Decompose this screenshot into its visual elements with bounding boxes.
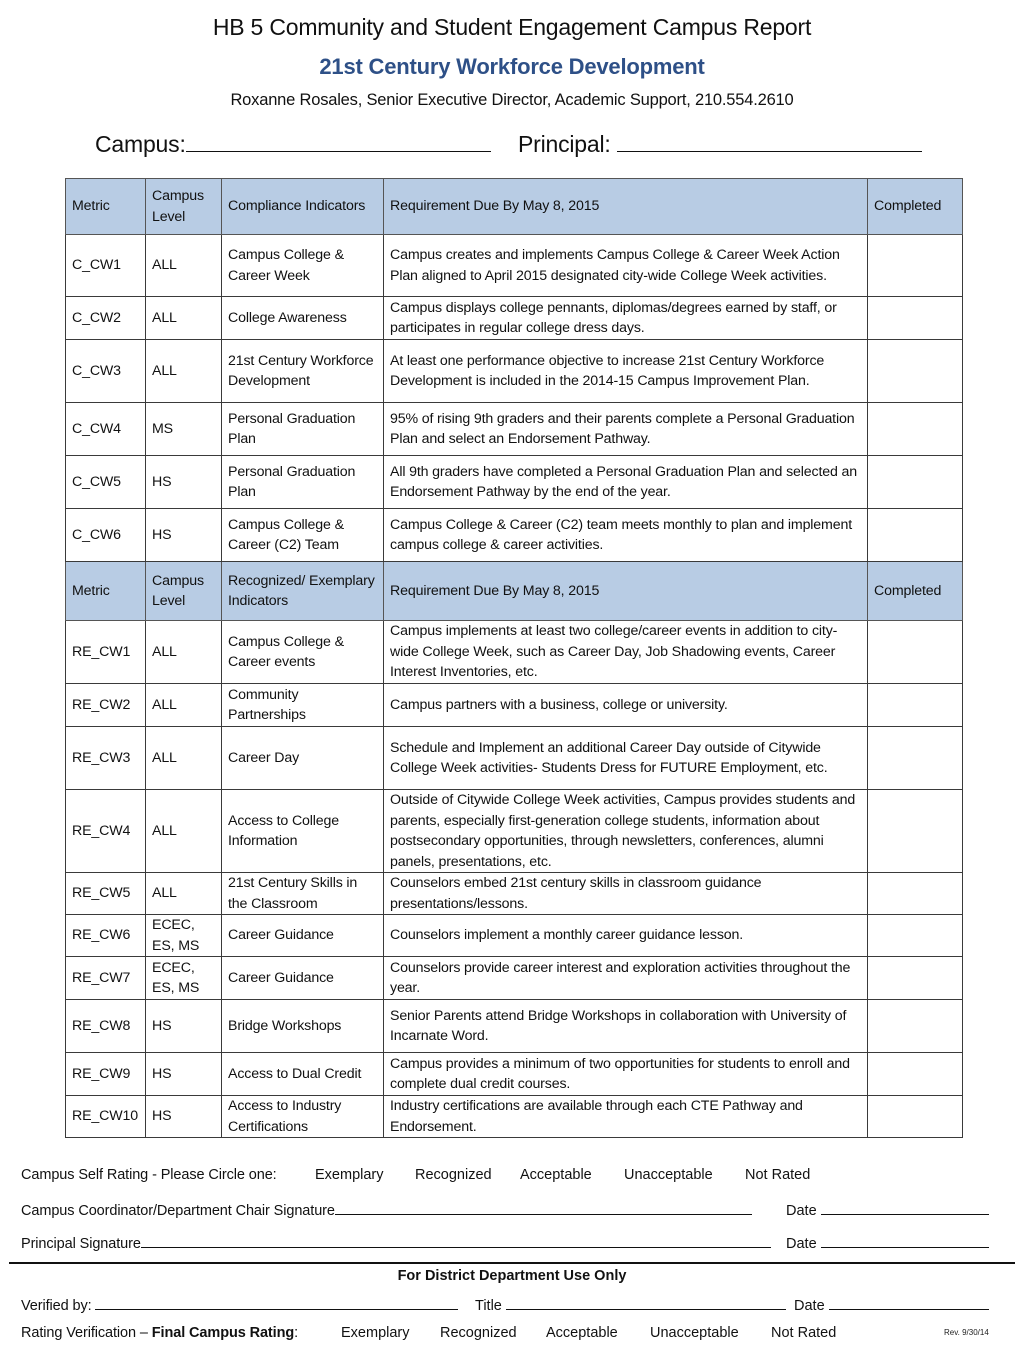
metric-cell: RE_CW7 [66, 957, 146, 1000]
campus-level-cell: ECEC, ES, MS [146, 957, 222, 1000]
compliance-header-row [66, 179, 963, 235]
campus-label: Campus: [95, 131, 186, 157]
campus-level-cell: ALL [146, 790, 222, 873]
title-field [475, 1295, 786, 1314]
indicator-cell: Career Day [222, 727, 384, 790]
campus-level-cell: HS [146, 509, 222, 562]
completed-cell[interactable] [868, 873, 963, 915]
table-row [66, 873, 963, 915]
metric-cell: C_CW4 [66, 403, 146, 456]
metric-cell: RE_CW10 [66, 1096, 146, 1138]
date-label: Date [794, 1298, 825, 1314]
header-completed: Completed [868, 562, 963, 621]
requirement-cell: Counselors embed 21st century skills in classroom guidance presentations/lessons. [384, 873, 868, 915]
final-rating-recognized[interactable]: Recognized [440, 1325, 517, 1341]
completed-cell[interactable] [868, 403, 963, 456]
district-heading: For District Department Use Only [397, 1268, 627, 1284]
metric-cell: RE_CW2 [66, 684, 146, 727]
metric-cell: RE_CW6 [66, 915, 146, 957]
indicator-cell: Campus College & Career events [222, 621, 384, 684]
self-rating-recognized[interactable]: Recognized [415, 1167, 492, 1183]
requirement-cell: 95% of rising 9th graders and their parents complete a Personal Graduation Plan and select an Endorsement Pathway. [384, 403, 868, 456]
header-requirement: Requirement Due By May 8, 2015 [384, 179, 868, 235]
indicator-cell: Access to Dual Credit [222, 1053, 384, 1096]
requirement-cell: Campus provides a minimum of two opportunities for students to enroll and complete dual credit courses. [384, 1053, 868, 1096]
report-subtitle: 21st Century Workforce Development [319, 54, 705, 79]
table-row [66, 621, 963, 684]
indicator-cell: Career Guidance [222, 957, 384, 1000]
indicator-cell: Campus College & Career Week [222, 235, 384, 297]
final-rating-acceptable[interactable]: Acceptable [546, 1325, 618, 1341]
verified-by-row [21, 1295, 458, 1314]
verified-date [794, 1295, 989, 1314]
table-row [66, 340, 963, 403]
contact-line: Roxanne Rosales, Senior Executive Director, Academic Support, 210.554.2610 [230, 91, 794, 109]
final-rating-unacceptable[interactable]: Unacceptable [650, 1325, 739, 1341]
header-requirement: Requirement Due By May 8, 2015 [384, 562, 868, 621]
header-metric: Metric [66, 179, 146, 235]
campus-level-cell: HS [146, 1000, 222, 1053]
completed-cell[interactable] [868, 1096, 963, 1138]
requirements-table [65, 178, 963, 1138]
indicator-cell: 21st Century Workforce Development [222, 340, 384, 403]
campus-level-cell: ALL [146, 621, 222, 684]
campus-field [95, 129, 491, 158]
self-rating-acceptable[interactable]: Acceptable [520, 1167, 592, 1183]
self-rating-exemplary[interactable]: Exemplary [315, 1167, 384, 1183]
completed-cell[interactable] [868, 340, 963, 403]
table-row [66, 957, 963, 1000]
campus-level-cell: ALL [146, 235, 222, 297]
table-row [66, 790, 963, 873]
coordinator-date-blank[interactable] [821, 1200, 989, 1215]
principal-date-blank[interactable] [821, 1233, 989, 1248]
requirement-cell: Schedule and Implement an additional Career Day outside of Citywide College Week activities- Students Dress for FUTURE Employment, etc. [384, 727, 868, 790]
table-row [66, 1000, 963, 1053]
table-row [66, 915, 963, 957]
completed-cell[interactable] [868, 1000, 963, 1053]
date-label: Date [786, 1203, 817, 1219]
header-campus-level: Campus Level [146, 562, 222, 621]
completed-cell[interactable] [868, 509, 963, 562]
completed-cell[interactable] [868, 684, 963, 727]
revision-date: Rev. 9/30/14 [944, 1328, 989, 1337]
header-campus-level: Campus Level [146, 179, 222, 235]
indicator-cell: Campus College & Career (C2) Team [222, 509, 384, 562]
metric-cell: RE_CW5 [66, 873, 146, 915]
date-label: Date [786, 1236, 817, 1252]
recognized-header-row [66, 562, 963, 621]
principal-signature-row [21, 1233, 771, 1252]
campus-level-cell: ALL [146, 684, 222, 727]
principal-label: Principal: [518, 131, 611, 157]
principal-signature-blank[interactable] [141, 1233, 771, 1248]
completed-cell[interactable] [868, 915, 963, 957]
campus-level-cell: ALL [146, 297, 222, 340]
table-row [66, 297, 963, 340]
metric-cell: C_CW2 [66, 297, 146, 340]
final-rating-colon: : [294, 1325, 299, 1341]
verified-by-blank[interactable] [95, 1295, 458, 1310]
completed-cell[interactable] [868, 727, 963, 790]
principal-blank[interactable] [617, 129, 922, 152]
header-indicators: Compliance Indicators [222, 179, 384, 235]
self-rating-unacceptable[interactable]: Unacceptable [624, 1167, 713, 1183]
requirement-cell: Outside of Citywide College Week activities, Campus provides students and parents, especially first-generation college students, information about postsecondary opportunities, through newsletters, conferences, alumni panels, presentations, etc. [384, 790, 868, 873]
final-rating-not-rated[interactable]: Not Rated [771, 1325, 837, 1341]
campus-level-cell: HS [146, 456, 222, 509]
requirement-cell: Counselors implement a monthly career guidance lesson. [384, 915, 868, 957]
metric-cell: RE_CW1 [66, 621, 146, 684]
requirement-cell: Campus creates and implements Campus College & Career Week Action Plan aligned to April 2015 designated city-wide College Week activities. [384, 235, 868, 297]
indicator-cell: Personal Graduation Plan [222, 403, 384, 456]
indicator-cell: Bridge Workshops [222, 1000, 384, 1053]
coordinator-signature-row [21, 1200, 752, 1219]
indicator-cell: Career Guidance [222, 915, 384, 957]
verified-date-blank[interactable] [829, 1295, 989, 1310]
final-rating-exemplary[interactable]: Exemplary [341, 1325, 410, 1341]
table-row [66, 684, 963, 727]
self-rating-label: Campus Self Rating - Please Circle one: [21, 1167, 277, 1183]
requirement-cell: Campus partners with a business, college or university. [384, 684, 868, 727]
requirement-cell: Counselors provide career interest and exploration activities throughout the year. [384, 957, 868, 1000]
completed-cell[interactable] [868, 235, 963, 297]
campus-level-cell: HS [146, 1053, 222, 1096]
principal-signature-label: Principal Signature [21, 1236, 141, 1252]
indicator-cell: Access to Industry Certifications [222, 1096, 384, 1138]
header-metric: Metric [66, 562, 146, 621]
completed-cell[interactable] [868, 957, 963, 1000]
requirement-cell: All 9th graders have completed a Personal Graduation Plan and selected an Endorsement Pathway by the end of the year. [384, 456, 868, 509]
table-row [66, 235, 963, 297]
table-row [66, 509, 963, 562]
title-blank[interactable] [506, 1295, 786, 1310]
requirement-cell: Senior Parents attend Bridge Workshops in collaboration with University of Incarnate Word. [384, 1000, 868, 1053]
completed-cell[interactable] [868, 621, 963, 684]
self-rating-not-rated[interactable]: Not Rated [745, 1167, 811, 1183]
campus-level-cell: HS [146, 1096, 222, 1138]
table-row [66, 727, 963, 790]
indicator-cell: College Awareness [222, 297, 384, 340]
rating-verification-row [21, 1325, 298, 1341]
indicator-cell: 21st Century Skills in the Classroom [222, 873, 384, 915]
completed-cell[interactable] [868, 1053, 963, 1096]
metric-cell: RE_CW3 [66, 727, 146, 790]
campus-level-cell: ALL [146, 873, 222, 915]
completed-cell[interactable] [868, 790, 963, 873]
table-row [66, 1096, 963, 1138]
indicator-cell: Community Partnerships [222, 684, 384, 727]
metric-cell: C_CW1 [66, 235, 146, 297]
requirement-cell: Campus College & Career (C2) team meets monthly to plan and implement campus college & career activities. [384, 509, 868, 562]
section-divider [9, 1262, 1015, 1264]
indicator-cell: Personal Graduation Plan [222, 456, 384, 509]
rating-verification-label: Rating Verification – [21, 1325, 152, 1341]
table-row [66, 403, 963, 456]
coordinator-signature-label: Campus Coordinator/Department Chair Signature [21, 1203, 335, 1219]
self-rating-row [21, 1167, 277, 1183]
header-completed: Completed [868, 179, 963, 235]
requirement-cell: Campus displays college pennants, diplomas/degrees earned by staff, or participates in regular college dress days. [384, 297, 868, 340]
verified-by-label: Verified by: [21, 1298, 92, 1314]
requirement-cell: At least one performance objective to increase 21st Century Workforce Development is included in the 2014-15 Campus Improvement Plan. [384, 340, 868, 403]
metric-cell: RE_CW4 [66, 790, 146, 873]
indicator-cell: Access to College Information [222, 790, 384, 873]
metric-cell: C_CW3 [66, 340, 146, 403]
campus-level-cell: ALL [146, 727, 222, 790]
coordinator-date [786, 1200, 989, 1219]
metric-cell: C_CW6 [66, 509, 146, 562]
principal-date [786, 1233, 989, 1252]
title-label: Title [475, 1298, 502, 1314]
metric-cell: C_CW5 [66, 456, 146, 509]
report-title: HB 5 Community and Student Engagement Campus Report [212, 14, 812, 40]
campus-blank[interactable] [186, 129, 491, 152]
final-rating-label: Final Campus Rating [151, 1325, 295, 1341]
metric-cell: RE_CW9 [66, 1053, 146, 1096]
campus-level-cell: ECEC, ES, MS [146, 915, 222, 957]
header-indicators: Recognized/ Exemplary Indicators [222, 562, 384, 621]
table-row [66, 1053, 963, 1096]
campus-level-cell: ALL [146, 340, 222, 403]
requirement-cell: Industry certifications are available through each CTE Pathway and Endorsement. [384, 1096, 868, 1138]
principal-field [518, 129, 922, 158]
completed-cell[interactable] [868, 297, 963, 340]
requirement-cell: Campus implements at least two college/career events in addition to city-wide College Week, such as Career Day, Job Shadowing events, Career Interest Inventories, etc. [384, 621, 868, 684]
completed-cell[interactable] [868, 456, 963, 509]
metric-cell: RE_CW8 [66, 1000, 146, 1053]
coordinator-signature-blank[interactable] [335, 1200, 752, 1215]
campus-level-cell: MS [146, 403, 222, 456]
table-row [66, 456, 963, 509]
